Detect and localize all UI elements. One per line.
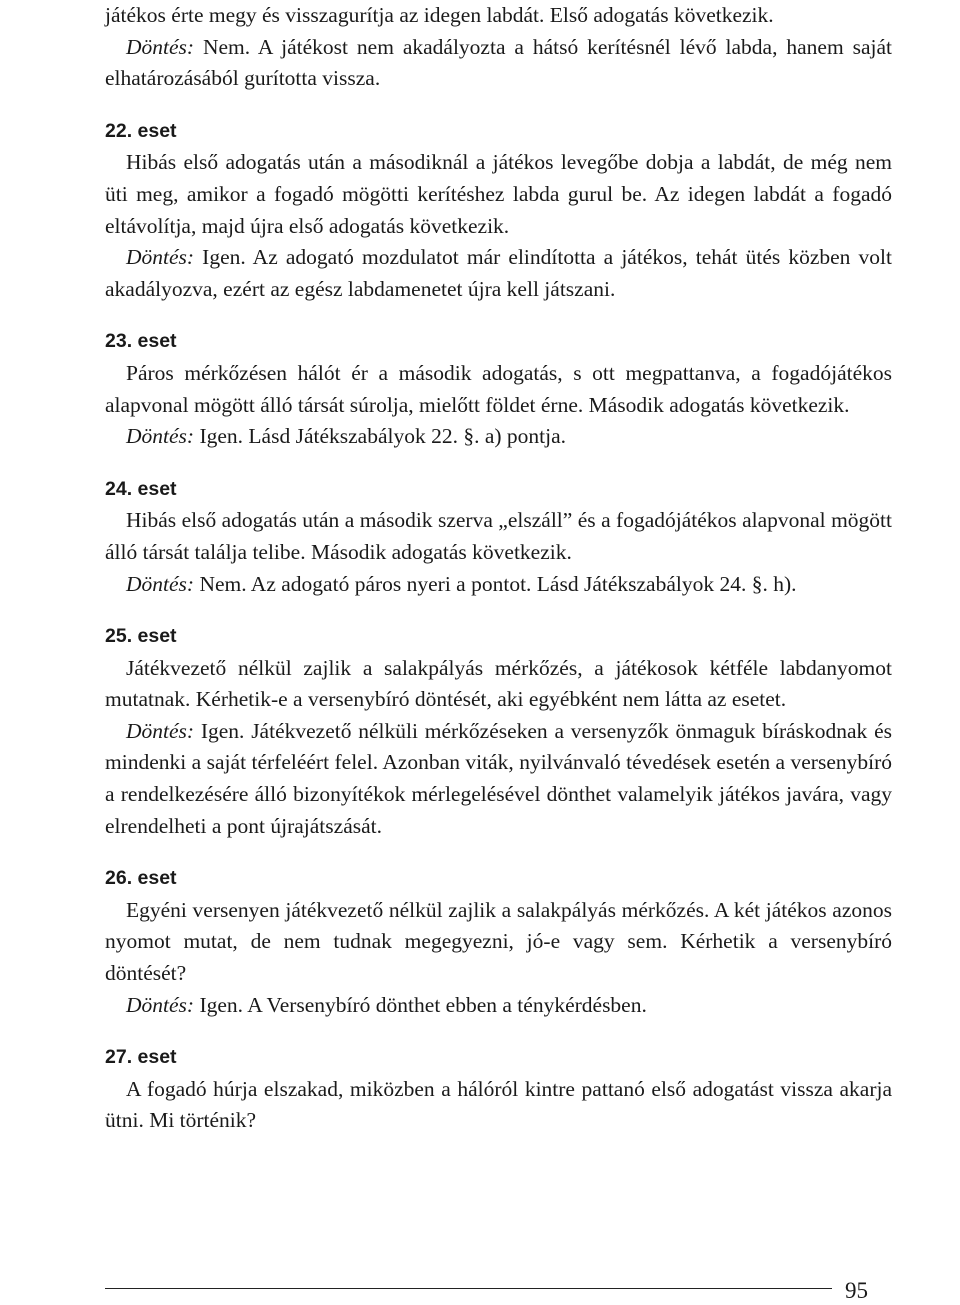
decision-label: Döntés: bbox=[126, 424, 195, 449]
case-title: 24. eset bbox=[105, 477, 177, 500]
case-body: A fogadó húrja elszakad, miközben a hálóról kintre pattanó első adogatást vissza akarja ütni. Mi történik? bbox=[105, 1076, 892, 1133]
case-22 bbox=[105, 116, 892, 306]
case-title: 23. eset bbox=[105, 330, 177, 353]
decision-text: Igen. Lásd Játékszabályok 22. §. a) pontja. bbox=[194, 424, 567, 449]
case-body: Hibás első adogatás után a másodiknál a játékos levegőbe dobja a labdát, de még nem üti meg, amikor a fogadó mögötti kerítéshez labda gurul be. Az idegen labdát a fogadó eltávolítja, majd újra első adogatás következik. bbox=[105, 150, 892, 238]
intro-decision bbox=[105, 32, 892, 95]
decision-text: Nem. A játékost nem akadályozta a hátsó kerítésnél lévő labda, hanem saját elhatározásából gurította vissza. bbox=[105, 34, 892, 91]
decision-label: Döntés: bbox=[126, 718, 195, 743]
case-body: Egyéni versenyen játékvezető nélkül zajlik a salakpályás mérkőzés. A két játékos azonos nyomot mutat, de nem tudnak megegyezni, jó-e vagy sem. Kérhetik a versenybíró döntését? bbox=[105, 897, 892, 986]
case-decision bbox=[105, 990, 892, 1022]
decision-label: Döntés: bbox=[126, 571, 195, 596]
page-content bbox=[105, 0, 892, 1137]
case-25 bbox=[105, 621, 892, 842]
intro-line: játékos érte megy és visszagurítja az idegen labdát. Első adogatás következik. bbox=[105, 3, 774, 27]
case-title: 27. eset bbox=[105, 1046, 177, 1069]
case-decision bbox=[105, 242, 892, 305]
decision-text: Igen. Játékvezető nélküli mérkőzéseken a versenyzők önmaguk bíráskodnak és mindenki a saját térfeléért felel. Azonban viták, nyilvánvaló tévedések esetén a versenybíró a rendelkezésére álló bizonyítékok mérlegelésével dönthet valamelyik játékos javára, vagy elrendelheti a pont újrajátszását. bbox=[105, 718, 892, 838]
page-number: 95 bbox=[845, 1278, 868, 1303]
case-title: 22. eset bbox=[105, 119, 177, 142]
case-24 bbox=[105, 474, 892, 600]
case-decision bbox=[105, 716, 892, 842]
decision-label: Döntés: bbox=[126, 34, 195, 59]
decision-text: Igen. Az adogató mozdulatot már elindította a játékos, tehát ütés közben volt akadályozva, ezért az egész labdamenetet újra kell játszani. bbox=[105, 245, 892, 301]
footer-rule bbox=[105, 1288, 832, 1289]
case-23 bbox=[105, 326, 892, 452]
case-body: Páros mérkőzésen hálót ér a második adogatás, s ott megpattanva, a fogadójátékos alapvonal mögött álló társát súrolja, mielőtt földet érne. Második adogatás következik. bbox=[105, 360, 892, 417]
intro-continuation bbox=[105, 0, 892, 95]
case-26 bbox=[105, 863, 892, 1021]
case-decision bbox=[105, 569, 892, 601]
case-title: 25. eset bbox=[105, 625, 177, 648]
case-body: Hibás első adogatás után a második szerva „elszáll” és a fogadójátékos alapvonal mögött álló társát találja telibe. Második adogatás következik. bbox=[105, 508, 892, 564]
decision-label: Döntés: bbox=[126, 245, 195, 270]
case-decision bbox=[105, 421, 892, 453]
decision-label: Döntés: bbox=[126, 992, 195, 1017]
case-body: Játékvezető nélkül zajlik a salakpályás mérkőzés, a játékosok kétféle labdanyomot mutatnak. Kérhetik-e a versenybíró döntését, aki egyébként nem látta az esetet. bbox=[105, 655, 892, 712]
case-27 bbox=[105, 1042, 892, 1137]
decision-text: Igen. A Versenybíró dönthet ebben a ténykérdésben. bbox=[194, 992, 647, 1017]
case-title: 26. eset bbox=[105, 867, 177, 890]
decision-text: Nem. Az adogató páros nyeri a pontot. Lásd Játékszabályok 24. §. h). bbox=[194, 571, 797, 596]
